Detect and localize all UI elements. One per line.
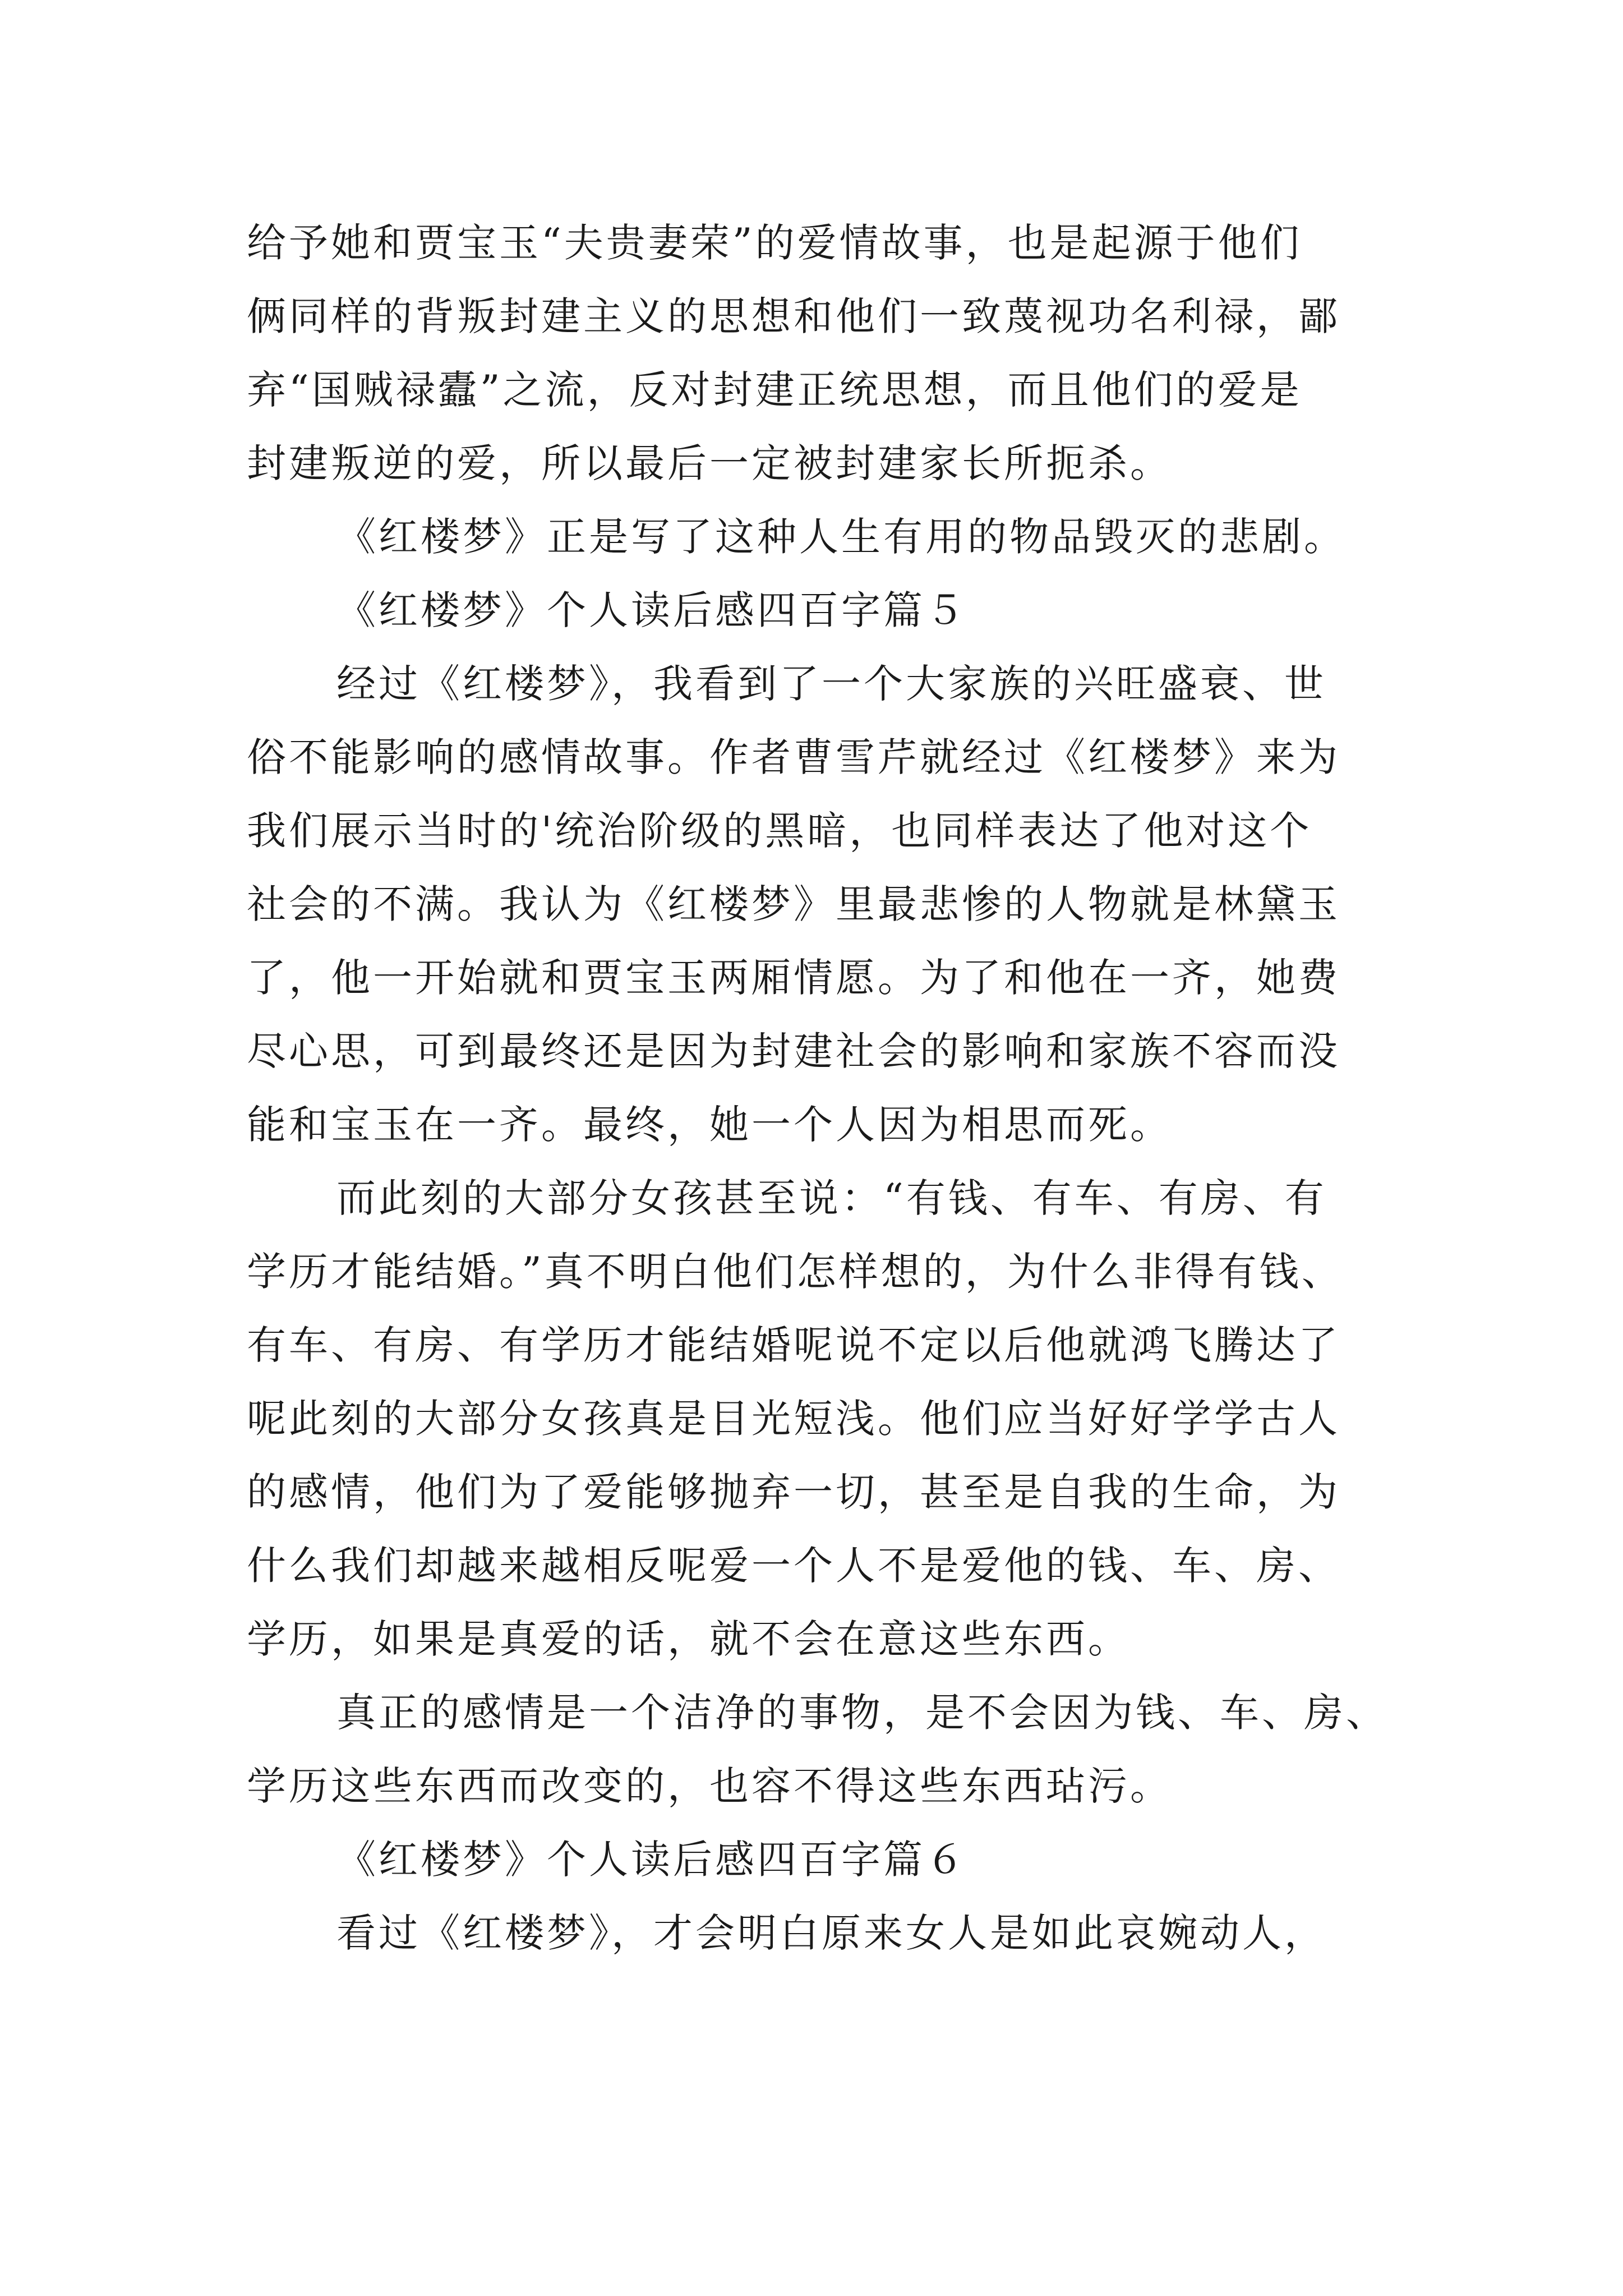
text-line: 俗不能影响的感情故事。作者曹雪芹就经过《红楼梦》来为 [247,734,1340,780]
paragraph-first-line: 看过《红楼梦》，才会明白原来女人是如此哀婉动人， [336,1910,1326,1956]
text-line: 社会的不满。我认为《红楼梦》里最悲惨的人物就是林黛玉 [247,881,1340,927]
text-line: 的感情，他们为了爱能够抛弃一切，甚至是自我的生命，为 [247,1469,1340,1515]
text-line: 学历这些东西而改变的，也容不得这些东西玷污。 [247,1763,1172,1809]
text-line: 有车、有房、有学历才能结婚呢说不定以后他就鸿飞腾达了 [247,1322,1340,1368]
text-line: 给予她和贾宝玉“夫贵妻荣”的爱情故事，也是起源于他们 [247,220,1302,266]
text-line: 封建叛逆的爱，所以最后一定被封建家长所扼杀。 [247,440,1172,486]
text-line: 俩同样的背叛封建主义的思想和他们一致蔑视功名利禄，鄙 [247,293,1340,339]
paragraph-first-line: 真正的感情是一个洁净的事物，是不会因为钱、车、房、 [336,1690,1388,1736]
text-line: 我们展示当时的'统治阶级的黑暗，也同样表达了他对这个 [247,808,1312,854]
text-line: 弃“国贼禄蠹”之流，反对封建正统思想，而且他们的爱是 [247,367,1302,413]
text-line: 学历，如果是真爱的话，就不会在意这些东西。 [247,1616,1130,1662]
paragraph-first-line: 经过《红楼梦》，我看到了一个大家族的兴旺盛衰、世 [336,661,1326,707]
text-line: 学历才能结婚。”真不明白他们怎样想的，为什么非得有钱、 [247,1249,1344,1295]
text-line: 什么我们却越来越相反呢爱一个人不是爱他的钱、车、房、 [247,1543,1340,1589]
text-line: 能和宝玉在一齐。最终，她一个人因为相思而死。 [247,1102,1172,1148]
text-line: 了，他一开始就和贾宝玉两厢情愿。为了和他在一齐，她费 [247,955,1340,1001]
section-heading: 《红楼梦》个人读后感四百字篇５ [336,587,967,633]
document-body [247,206,1391,1970]
text-line: 呢此刻的大部分女孩真是目光短浅。他们应当好好学学古人 [247,1396,1340,1442]
paragraph-first-line: 《红楼梦》正是写了这种人生有用的物品毁灭的悲剧。 [336,514,1346,560]
text-line: 尽心思，可到最终还是因为封建社会的影响和家族不容而没 [247,1028,1340,1074]
section-heading: 《红楼梦》个人读后感四百字篇６ [336,1837,967,1883]
paragraph-first-line: 而此刻的大部分女孩甚至说：“有钱、有车、有房、有 [336,1175,1327,1221]
